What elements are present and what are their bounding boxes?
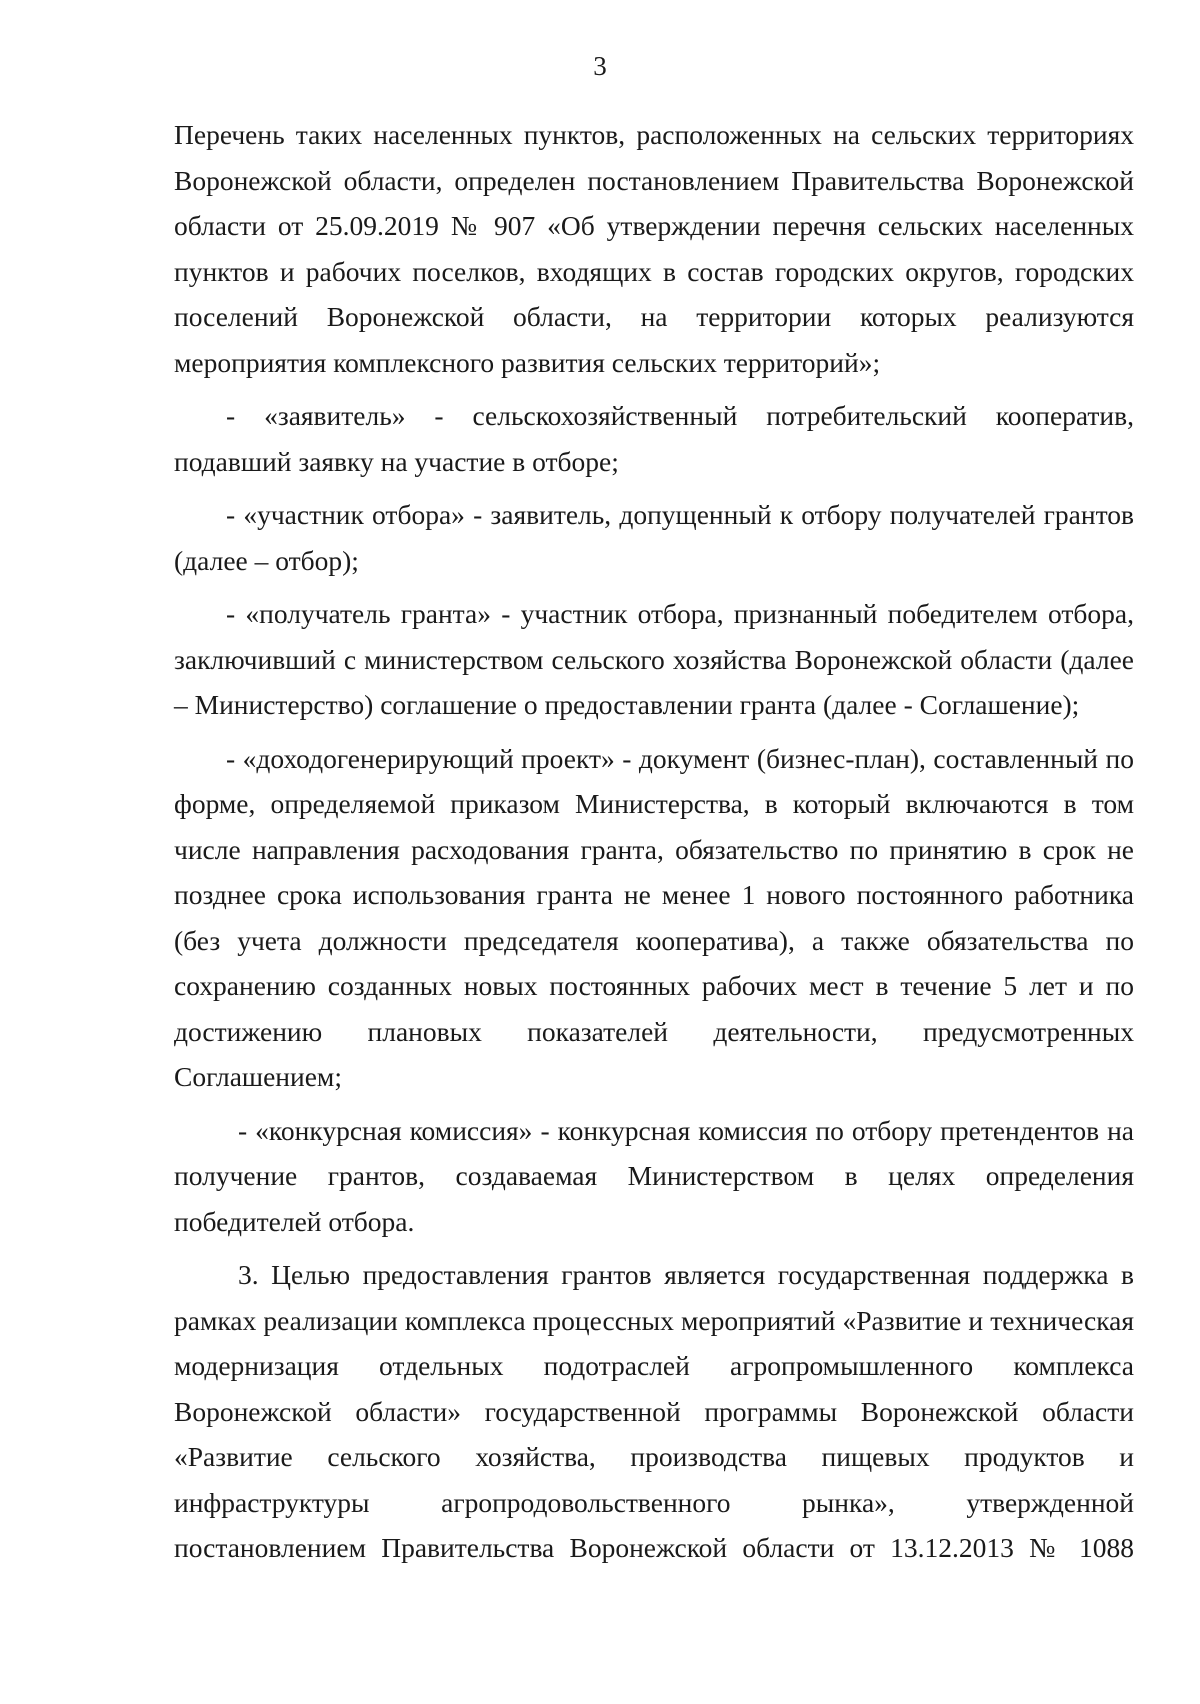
definition-grant-recipient: - «получатель гранта» - участник отбора, признанный победителем отбора, заключивший с министерством сельского хозяйства Воронежской области (далее – Министерство) соглашение о предоставлении гранта (далее - Соглашение); (174, 598, 1134, 720)
document-body (174, 112, 1134, 1571)
definition-competition-commission: - «конкурсная комиссия» - конкурсная комиссия по отбору претендентов на получение грантов, создаваемая Министерством в целях определения победителей отбора. (174, 1114, 1134, 1237)
definition-selection-participant: - «участник отбора» - заявитель, допущенный к отбору получателей грантов (далее – отбор); (174, 499, 1134, 576)
definition-income-project: - «доходогенерирующий проект» - документ (бизнес-план), составленный по форме, определяемой приказом Министерства, в который включаются в том числе направления расходования гранта, обязательство по принятию в срок не позднее срока использования гранта не менее 1 нового постоянного работника (без учета должности председателя кооператива), а также обязательства по сохранению созданных новых постоянных рабочих мест в течение 5 лет и по достижению плановых показателей деятельности, предусмотренных Соглашением; (174, 742, 1134, 1092)
page-number: 3 (593, 51, 607, 81)
paragraph-grant-purpose: 3. Целью предоставления грантов является государственная поддержка в рамках реализации комплекса процессных мероприятий «Развитие и техническая модернизация отдельных подотраслей агропромышленного комплекса Воронежской области» государственной программы Воронежской области «Развитие сельского хозяйства, производства пищевых продуктов и инфраструктуры агропродовольственного рынка», утвержденной постановлением Правительства Воронежской области от 13.12.2013 № 1088 (174, 1259, 1134, 1563)
paragraph-settlements-list: Перечень таких населенных пунктов, расположенных на сельских территориях Воронежской области, определен постановлением Правительства Воронежской области от 25.09.2019 № 907 «Об утверждении перечня сельских населенных пунктов и рабочих поселков, входящих в состав городских округов, городских поселений Воронежской области, на территории которых реализуются мероприятия комплексного развития сельских территорий»; (174, 119, 1134, 378)
definition-applicant: - «заявитель» - сельскохозяйственный потребительский кооператив, подавший заявку на участие в отборе; (174, 400, 1134, 477)
